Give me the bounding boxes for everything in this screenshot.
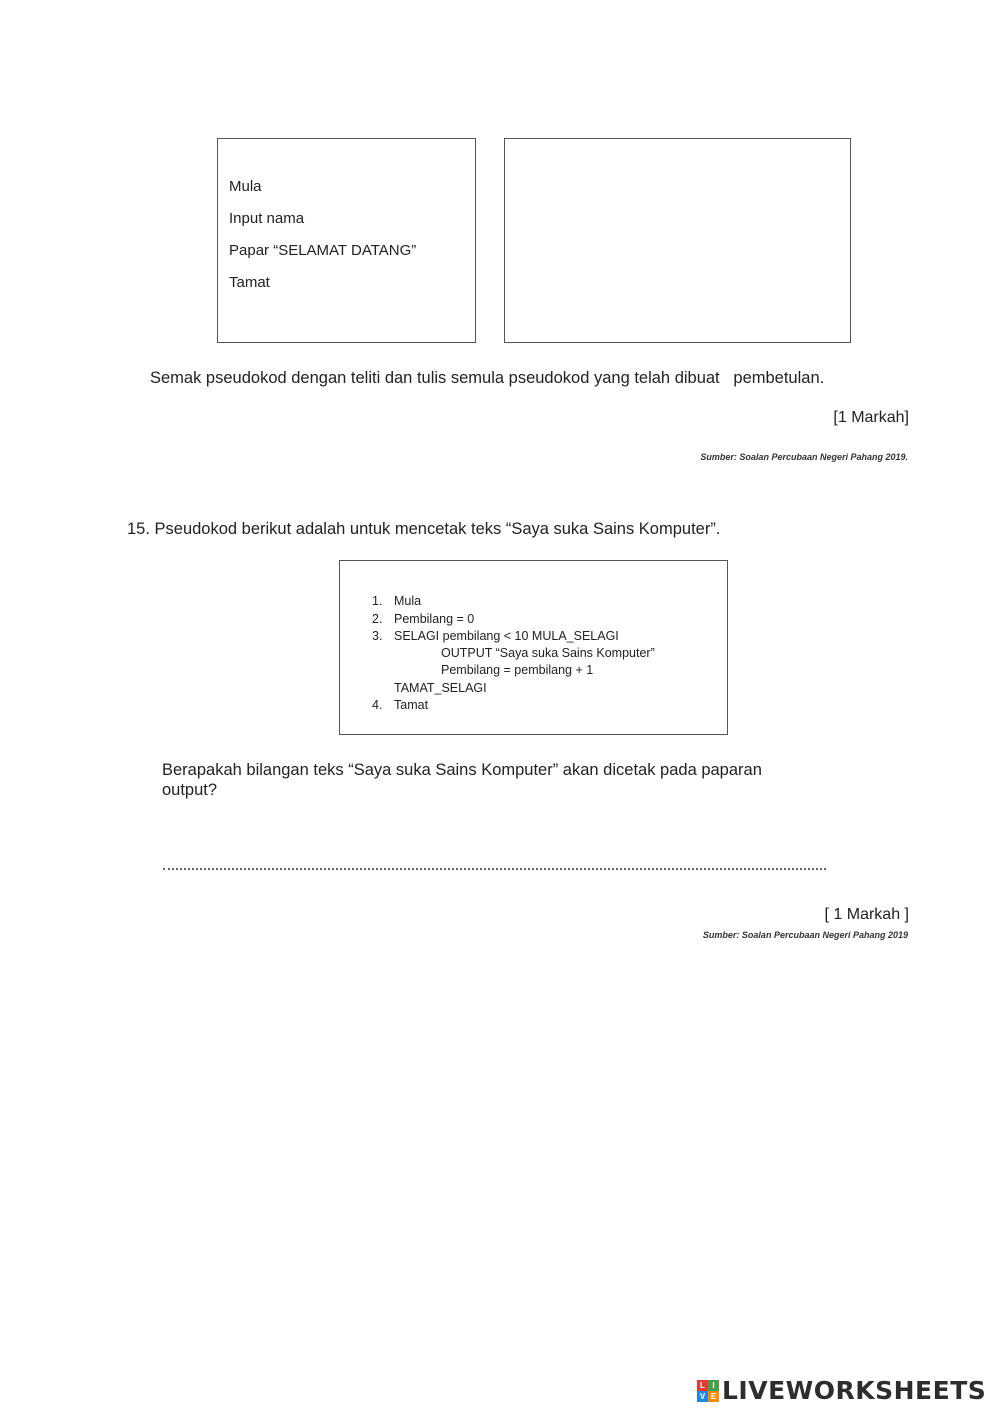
q15-marks: [ 1 Markah ]: [824, 906, 909, 923]
liveworksheets-logo: [697, 1376, 986, 1405]
answer-box[interactable]: [504, 138, 851, 343]
code-line-1: [372, 594, 421, 608]
liveworksheets-logo-icon: [697, 1380, 719, 1402]
q15-title: 15. Pseudokod berikut adalah untuk mencetak teks “Saya suka Sains Komputer”.: [127, 520, 721, 538]
code-number: 1.: [372, 594, 383, 608]
pseudocode-box: [217, 138, 476, 343]
code-line-3b: Pembilang = pembilang + 1: [441, 663, 594, 677]
code-number: 3.: [372, 629, 383, 643]
q14-instruction: Semak pseudokod dengan teliti dan tulis semula pseudokod yang telah dibuat pembetulan.: [150, 369, 825, 387]
pseudocode-line: Papar “SELAMAT DATANG”: [229, 242, 417, 259]
logo-text: LIVEWORKSHEETS: [722, 1376, 987, 1405]
pseudocode-line: Input nama: [229, 210, 305, 227]
q15-question-line-1: Berapakah bilangan teks “Saya suka Sains Komputer” akan dicetak pada paparan: [162, 761, 762, 779]
pseudocode-line: Mula: [229, 178, 262, 195]
logo-icon-letter: V: [697, 1391, 708, 1402]
logo-icon-letter: L: [697, 1380, 708, 1391]
q14-marks: [1 Markah]: [833, 409, 909, 426]
code-line-2: [372, 612, 474, 626]
code-line-4: [372, 698, 428, 712]
pseudocode-line: Tamat: [229, 274, 270, 291]
logo-icon-letter: I: [708, 1380, 719, 1391]
code-text: Tamat: [394, 698, 429, 712]
code-line-3c: TAMAT_SELAGI: [394, 681, 487, 695]
code-text: SELAGI pembilang < 10 MULA_SELAGI: [394, 629, 619, 643]
code-number: 4.: [372, 698, 383, 712]
code-number: 2.: [372, 612, 383, 626]
q15-question-line-2: output?: [162, 781, 218, 799]
code-line-3a: OUTPUT “Saya suka Sains Komputer”: [441, 646, 655, 660]
q14-source: Sumber: Soalan Percubaan Negeri Pahang 2019.: [700, 452, 908, 462]
logo-icon-letter: E: [708, 1391, 719, 1402]
code-line-3: [372, 629, 619, 643]
code-text: Mula: [394, 594, 422, 608]
q15-source: Sumber: Soalan Percubaan Negeri Pahang 2019: [702, 930, 908, 940]
answer-line[interactable]: [163, 868, 826, 870]
code-text: Pembilang = 0: [394, 612, 475, 626]
